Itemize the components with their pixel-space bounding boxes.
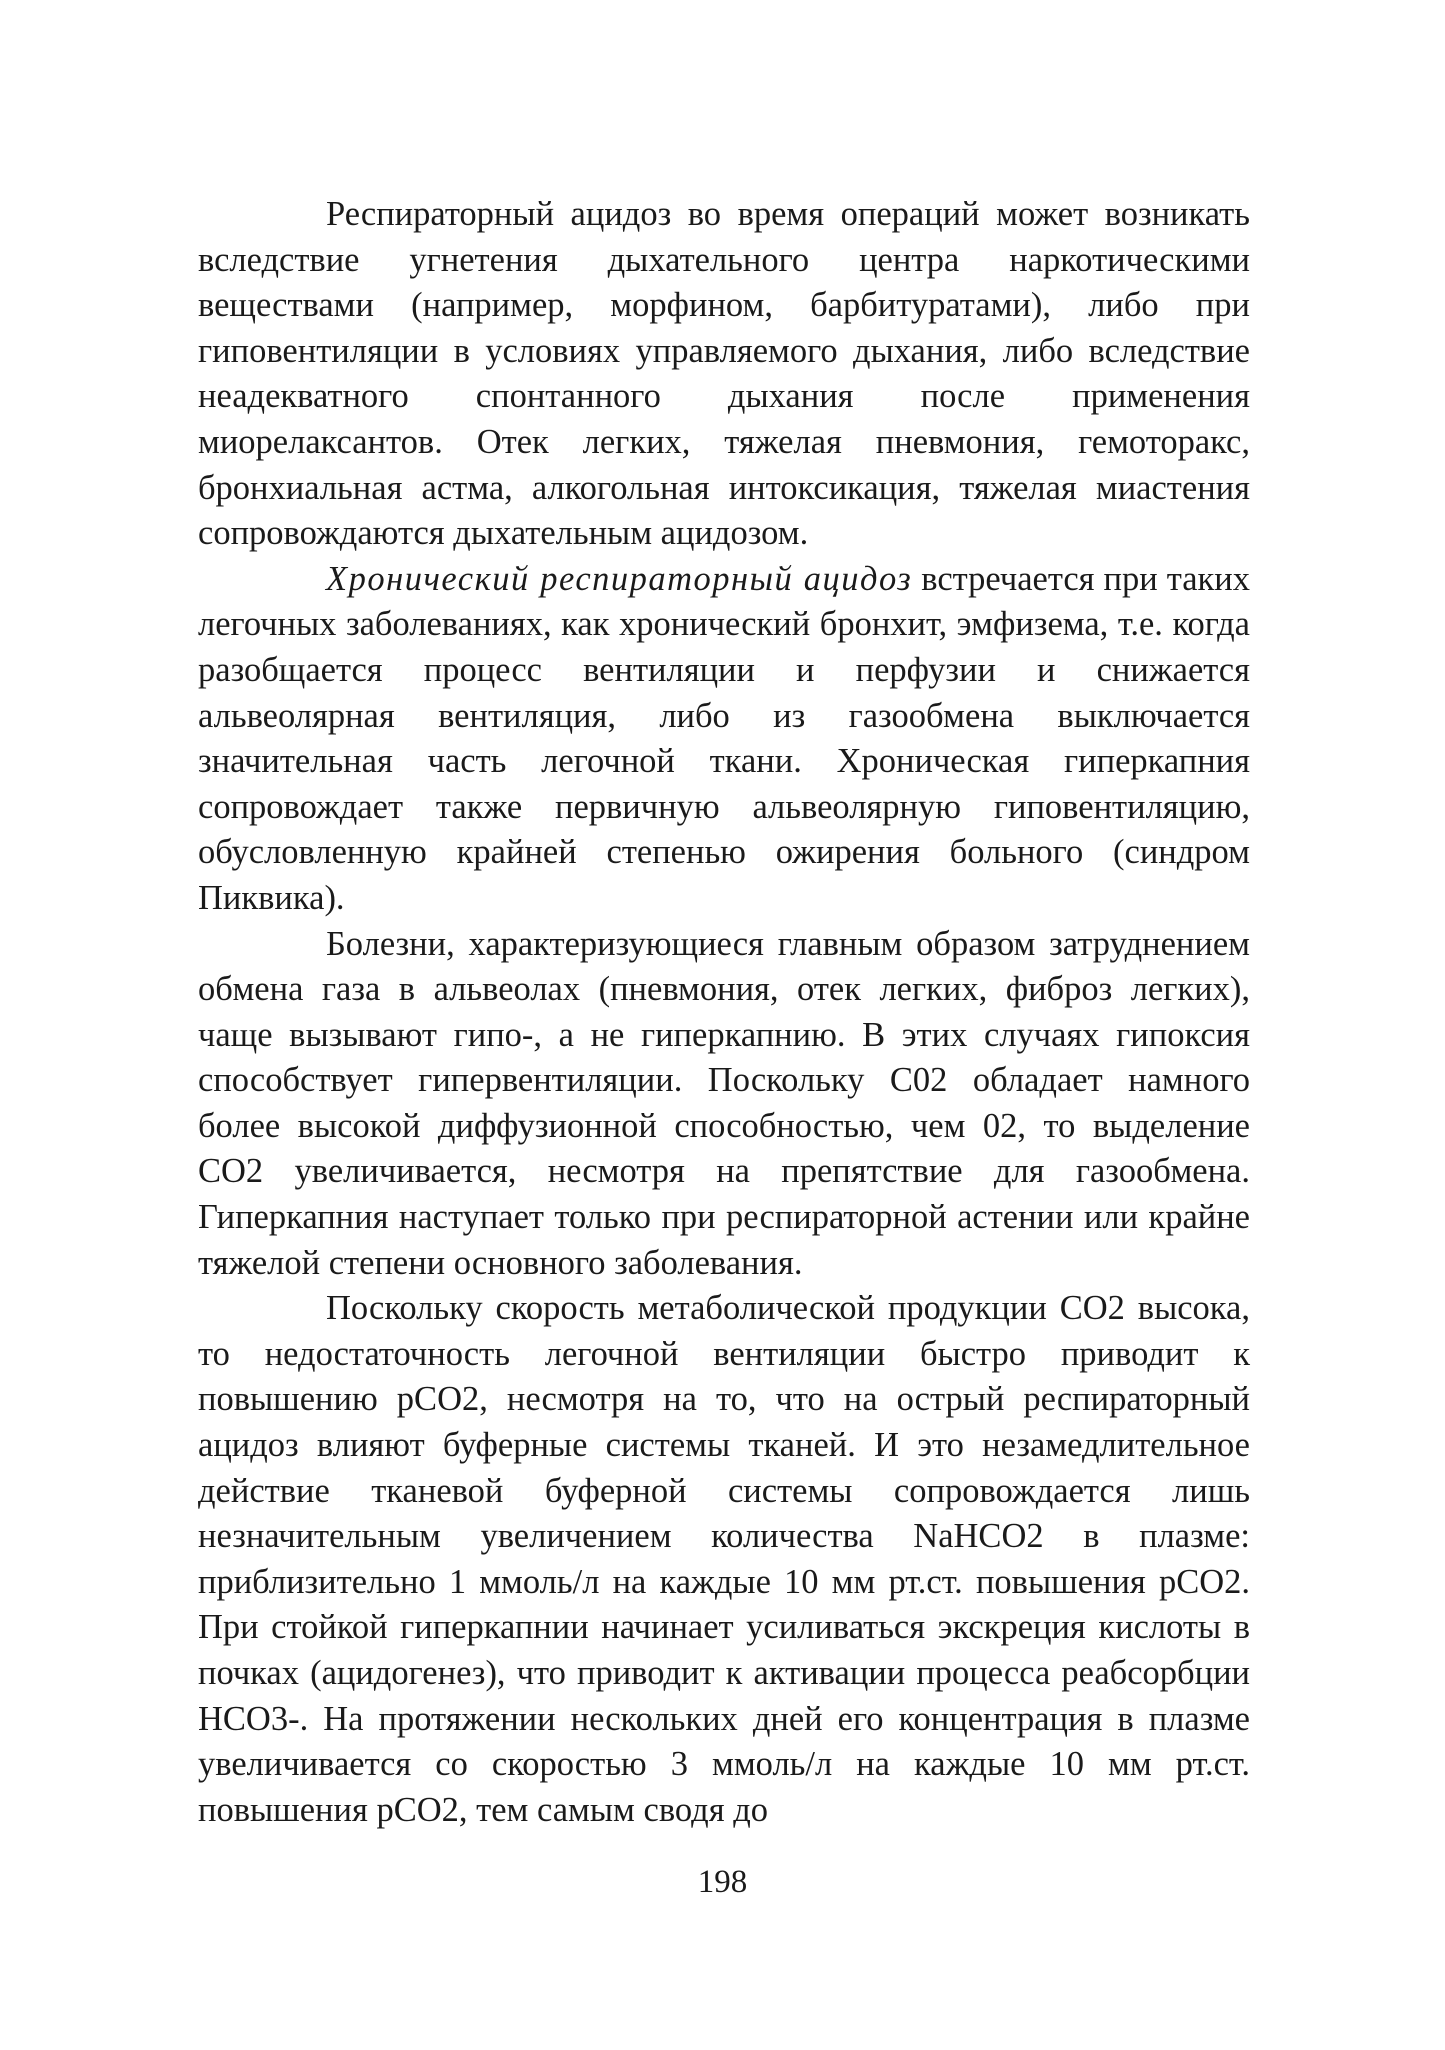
paragraph-text: Поскольку скорость метаболической продукции СО2 высока, то недостаточность легочной вентиляции быстро приводит к повышению рСО2, несмотря на то, что на острый респираторный ацидоз влияют буферные системы тканей. И это незамедлительное действие тканевой буферной системы сопровождается лишь незначительным увеличением количества NaHCO2 в плазме: приблизительно 1 ммоль/л на каждые 10 мм рт.ст. повышения рСО2. При стойкой гиперкапнии начинает усиливаться экскреция кислоты в почках (ацидогенез), что приводит к активации процесса реабсорбции НСО3-. На протяжении нескольких дней его концентрация в плазме увеличивается со скоростью 3 ммоль/л на каждые 10 мм рт.ст. повышения рСО2, тем самым сводя до <box>198 1289 1250 1829</box>
italic-term: Хронический респираторный ацидоз <box>326 559 913 598</box>
paragraph-text: Респираторный ацидоз во время операций может возникать вследствие угнетения дыхательного центра наркотическими веществами (например, морфином, барбитуратами), либо при гиповентиляции в условиях управляемого дыхания, либо вследствие неадекватного спонтанного дыхания после применения миорелаксантов. Отек легких, тяжелая пневмония, гемоторакс, бронхиальная астма, алкогольная интоксикация, тяжелая миастения сопровождаются дыхательным ацидозом. <box>198 195 1250 553</box>
paragraph-respiratory-acidosis-surgery <box>198 192 1250 557</box>
paragraph-text: Болезни, характеризующиеся главным образом затруднением обмена газа в альвеолах (пневмония, отек легких, фиброз легких), чаще вызывают гипо-, а не гиперкапнию. В этих случаях гипоксия способствует гипервентиляции. Поскольку С02 обладает намного более высокой диффузионной способностью, чем 02, то выделение СО2 увеличивается, несмотря на препятствие для газообмена. Гиперкапния наступает только при респираторной астении или крайне тяжелой степени основного заболевания. <box>198 924 1250 1282</box>
paragraph-text: встречается при таких легочных заболеваниях, как хронический бронхит, эмфизема, т.е. когда разобщается процесс вентиляции и перфузии и снижается альвеолярная вентиляция, либо из газообмена выключается значительная часть легочной ткани. Хроническая гиперкапния сопровождает также первичную альвеолярную гиповентиляцию, обусловленную крайней степенью ожирения больного (синдром Пиквика). <box>198 559 1250 917</box>
page-number: 198 <box>697 1864 748 1900</box>
paragraph-metabolic-co2-production <box>198 1286 1250 1833</box>
paragraph-chronic-respiratory-acidosis <box>198 557 1250 922</box>
paragraph-gas-exchange-diseases <box>198 922 1250 1287</box>
document-page <box>198 192 1250 1892</box>
